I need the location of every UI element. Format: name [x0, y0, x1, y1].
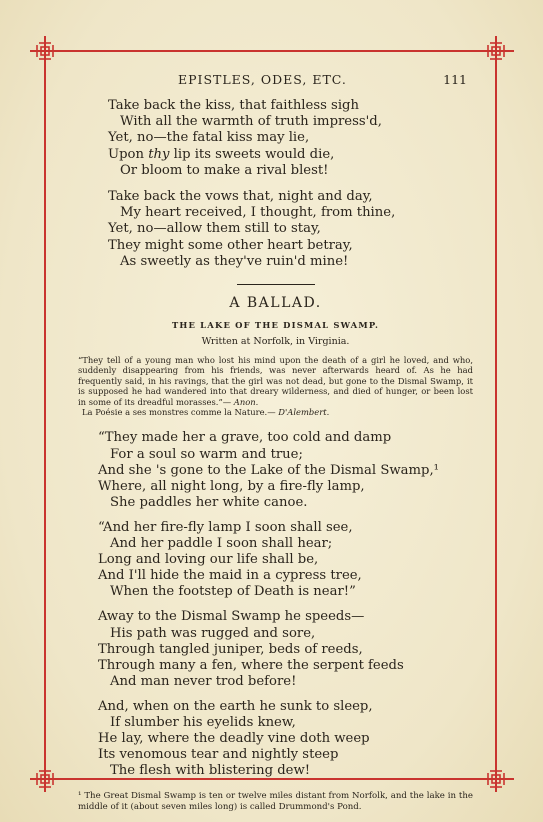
verse-fragment: Upon — [108, 146, 149, 162]
verse-line: And man never trod before! — [110, 673, 297, 689]
previous-poem — [78, 98, 473, 270]
corner-ornament-icon — [32, 766, 58, 792]
verse-line: His path was rugged and sore, — [110, 625, 316, 641]
frame-rule-right — [495, 36, 497, 792]
verse-line: Away to the Dismal Swamp he speeds— — [98, 609, 365, 625]
poem-title: A BALLAD. — [229, 295, 322, 312]
epigraph-quote-text: La Poésie a ses monstres comme la Nature.— — [82, 407, 276, 418]
verse-line: My heart received, I thought, from thine, — [120, 205, 396, 221]
verse-line: Its venomous tear and nightly steep — [98, 747, 339, 763]
italic-word: thy — [148, 146, 170, 162]
verse-line: They might some other heart betray, — [108, 237, 353, 253]
frame-rule-left — [44, 36, 46, 792]
poem-subtitle: THE LAKE OF THE DISMAL SWAMP. — [171, 320, 380, 331]
epigraph-quote — [78, 407, 473, 417]
verse-line: For a soul so warm and true; — [110, 446, 303, 462]
corner-ornament-icon — [483, 766, 509, 792]
verse-line: The flesh with blistering dew! — [110, 763, 311, 779]
ballad-body — [78, 430, 473, 779]
verse-line: And her paddle I soon shall hear; — [110, 536, 333, 552]
corner-ornament-icon — [32, 38, 58, 64]
verse-line: Take back the kiss, that faithless sigh — [108, 98, 359, 113]
verse-line: Where, all night long, by a fire-fly lamp, — [98, 478, 365, 494]
verse-line: Through tangled juniper, beds of reeds, — [98, 641, 363, 657]
page-header — [78, 72, 473, 94]
stanza — [98, 609, 473, 689]
epigraph — [78, 355, 473, 407]
verse-line: When the footstep of Death is near!” — [110, 584, 356, 600]
verse-line: As sweetly as they've ruin'd mine! — [120, 253, 349, 269]
corner-ornament-icon — [483, 38, 509, 64]
verse-line: Long and loving our life shall be, — [98, 552, 319, 568]
verse-line: Or bloom to make a rival blest! — [120, 162, 329, 178]
verse-fragment: lip its sweets would die, — [169, 146, 335, 162]
epigraph-quote-attribution: D'Alembert. — [278, 407, 330, 418]
verse-line: Take back the vows that, night and day, — [108, 189, 373, 205]
verse-line: “And her fire-fly lamp I soon shall see, — [98, 519, 353, 535]
verse-line: And I'll hide the maid in a cypress tree, — [98, 568, 362, 584]
stanza — [108, 189, 473, 270]
verse-line — [108, 147, 473, 163]
verse-line: She paddles her white canoe. — [110, 494, 308, 510]
verse-line: Yet, no—allow them still to stay, — [108, 221, 321, 237]
footnote: ¹ The Great Dismal Swamp is ten or twelve miles distant from Norfolk, and the lake in the middle of it (about seven miles long) is called Drummond's Pond. — [78, 791, 473, 812]
verse-line: And she 's gone to the Lake of the Dismal Swamp,¹ — [98, 462, 439, 478]
epigraph-attribution: Anon. — [233, 396, 259, 407]
verse-line: And, when on the earth he sunk to sleep, — [98, 698, 373, 714]
running-head: EPISTLES, ODES, ETC. — [178, 72, 347, 87]
stanza — [108, 98, 473, 179]
epigraph-text: “They tell of a young man who lost his mind upon the death of a girl he loved, and who, suddenly disappearing from his friends, was never afterwards heard of. As he had frequently said, in his ravings, that the girl was not dead, but gone to the Dismal Swamp, it is supposed he had wandered into that dreary wilderness, and died of hunger, or been lost in some of its dreadful morasses.”— — [78, 355, 473, 407]
written-at: Written at Norfolk, in Virginia. — [201, 336, 350, 348]
frame-rule-top — [30, 50, 514, 52]
verse-line: With all the warmth of truth impress'd, — [120, 114, 382, 130]
stanza — [98, 699, 473, 779]
section-divider — [237, 284, 315, 285]
stanza — [98, 430, 473, 510]
verse-line: Through many a fen, where the serpent feeds — [98, 657, 404, 673]
stanza — [98, 520, 473, 600]
page-content — [78, 72, 473, 812]
verse-line: If slumber his eyelids knew, — [110, 714, 296, 730]
verse-line: He lay, where the deadly vine doth weep — [98, 731, 370, 747]
verse-line: “They made her a grave, too cold and damp — [98, 430, 392, 446]
page-number: 111 — [443, 72, 467, 87]
verse-line: Yet, no—the fatal kiss may lie, — [108, 130, 310, 146]
